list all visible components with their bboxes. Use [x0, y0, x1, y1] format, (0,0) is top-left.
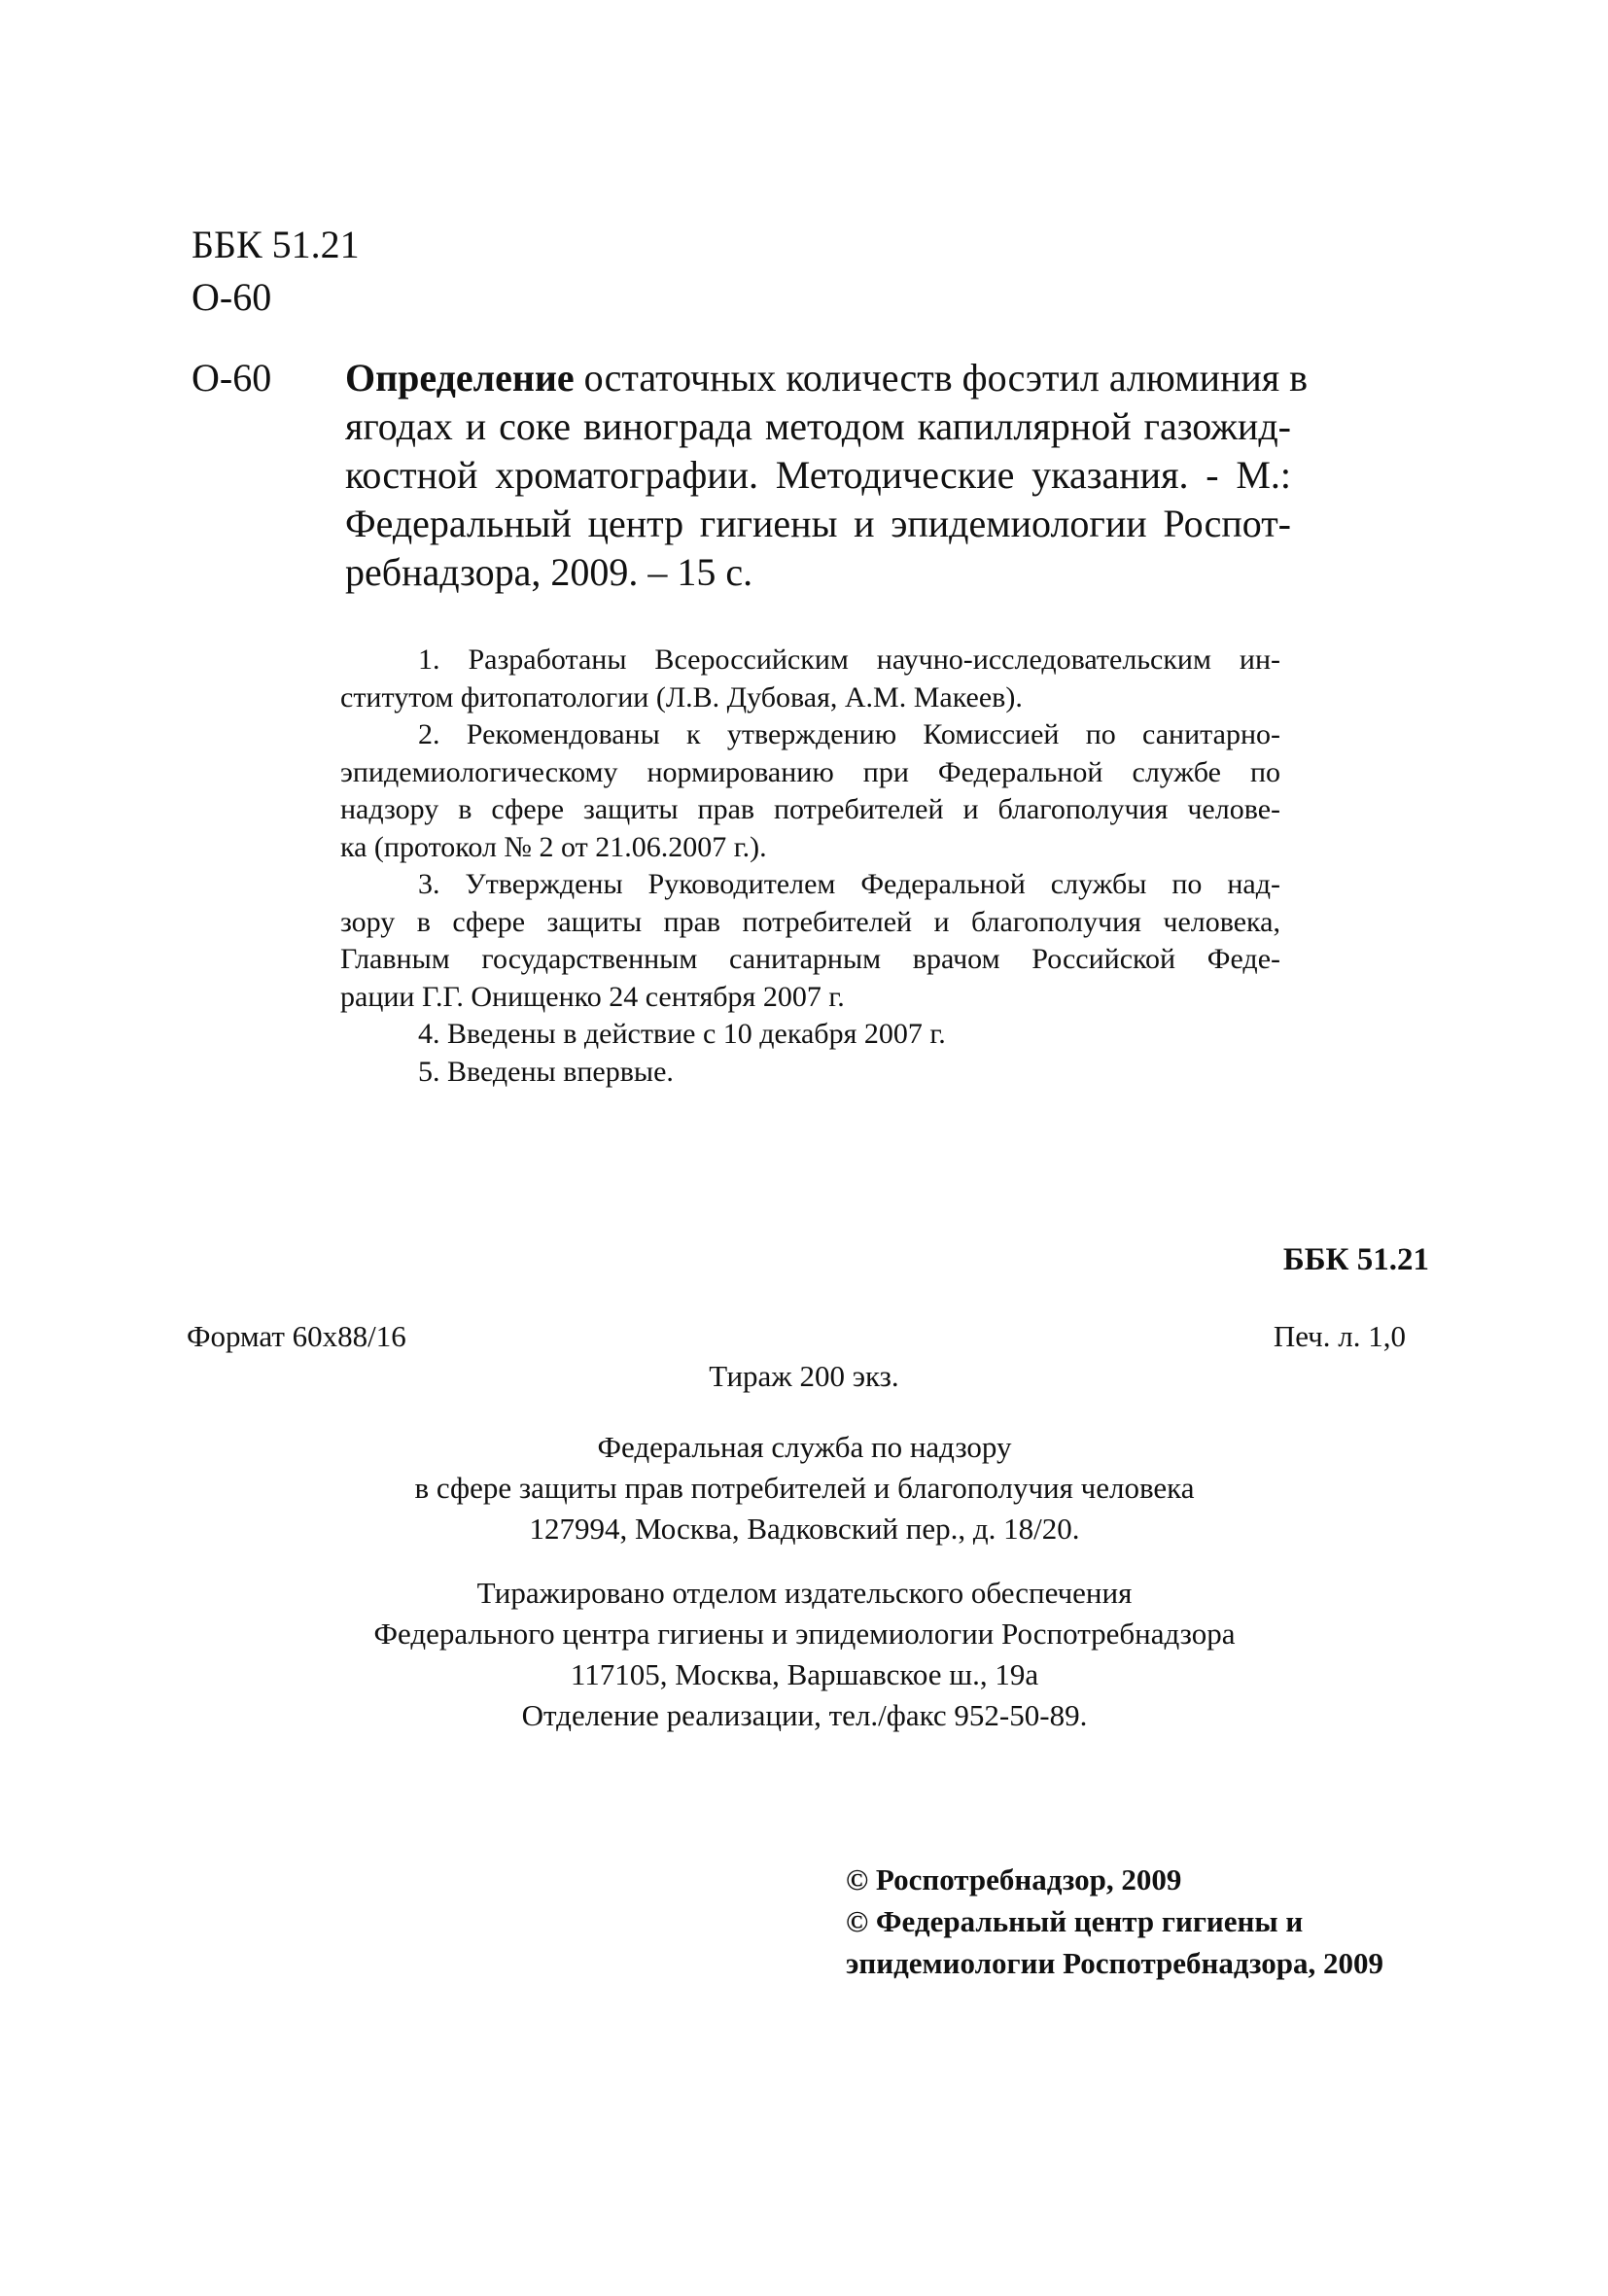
printer-line: Федерального центра гигиены и эпидемиологии Роспотребнадзора [373, 1617, 1236, 1651]
printer-line: 117105, Москва, Варшавское ш., 19а [570, 1657, 1039, 1691]
printer-line: Тиражировано отделом издательского обеспечения [476, 1576, 1133, 1610]
top-codes [192, 219, 360, 324]
catalog-line [345, 354, 1309, 402]
note-line: эпидемиологическому нормированию при Федеральной службе по [340, 755, 1280, 788]
note-line: ка (протокол № 2 от 21.06.2007 г.). [340, 830, 767, 863]
catalog-line: ягодах и соке винограда методом капиллярной газожид- [345, 404, 1291, 448]
bbk-code-right: ББК 51.21 [1282, 1242, 1429, 1277]
print-run-info: Тираж 200 экз. [709, 1359, 899, 1393]
catalog-title-bold: Определение [345, 356, 575, 400]
catalog-line: костной хроматографии. Методические указания. - М.: [345, 453, 1291, 497]
printer-block [292, 1573, 1317, 1736]
note-line: 1. Разработаны Всероссийским научно-исследовательским ин- [418, 644, 1280, 676]
publication-notes [340, 642, 1280, 1091]
catalog-code: О-60 [192, 356, 272, 400]
author-mark: О-60 [192, 275, 272, 319]
note-line: ститутом фитопатологии (Л.В. Дубовая, А.М. Макеев). [340, 680, 1023, 713]
publisher-line: 127994, Москва, Вадковский пер., д. 18/20. [529, 1512, 1080, 1546]
note-line: 4. Введены в действие с 10 декабря 2007 г. [418, 1018, 946, 1050]
note-line: 3. Утверждены Руководителем Федеральной службы по над- [418, 868, 1280, 900]
printer-line: Отделение реализации, тел./факс 952-50-89. [521, 1698, 1088, 1732]
copyright-line: эпидемиологии Роспотребнадзора, 2009 [846, 1946, 1383, 1980]
copyright-line: © Роспотребнадзор, 2009 [846, 1862, 1182, 1896]
note-line: Главным государственным санитарным врачом Российской Феде- [340, 943, 1280, 975]
note-line: рации Г.Г. Онищенко 24 сентября 2007 г. [340, 980, 845, 1013]
format-info: Формат 60x88/16 [187, 1319, 406, 1353]
copyright-block [846, 1859, 1383, 1984]
publisher-line: в сфере защиты прав потребителей и благополучия человека [414, 1471, 1195, 1505]
note-line: надзору в сфере защиты прав потребителей и благополучия челове- [340, 793, 1280, 825]
note-line: 2. Рекомендованы к утверждению Комиссией по санитарно- [418, 718, 1280, 750]
catalog-entry-text [345, 354, 1309, 597]
bbk-code: ББК 51.21 [192, 223, 360, 266]
catalog-line: Федеральный центр гигиены и эпидемиологии Роспот- [345, 502, 1291, 545]
publisher-line: Федеральная служба по надзору [597, 1430, 1012, 1464]
note-line: 5. Введены впервые. [418, 1055, 674, 1088]
catalog-line: ребнадзора, 2009. – 15 с. [345, 550, 753, 594]
copyright-line: © Федеральный центр гигиены и [846, 1904, 1304, 1938]
catalog-line-rest: остаточных количеств фосэтил алюминия в [574, 356, 1309, 400]
note-line: зору в сфере защиты прав потребителей и благополучия человека, [340, 905, 1280, 938]
publisher-block [292, 1427, 1317, 1549]
printed-sheets-info: Печ. л. 1,0 [1273, 1319, 1406, 1353]
